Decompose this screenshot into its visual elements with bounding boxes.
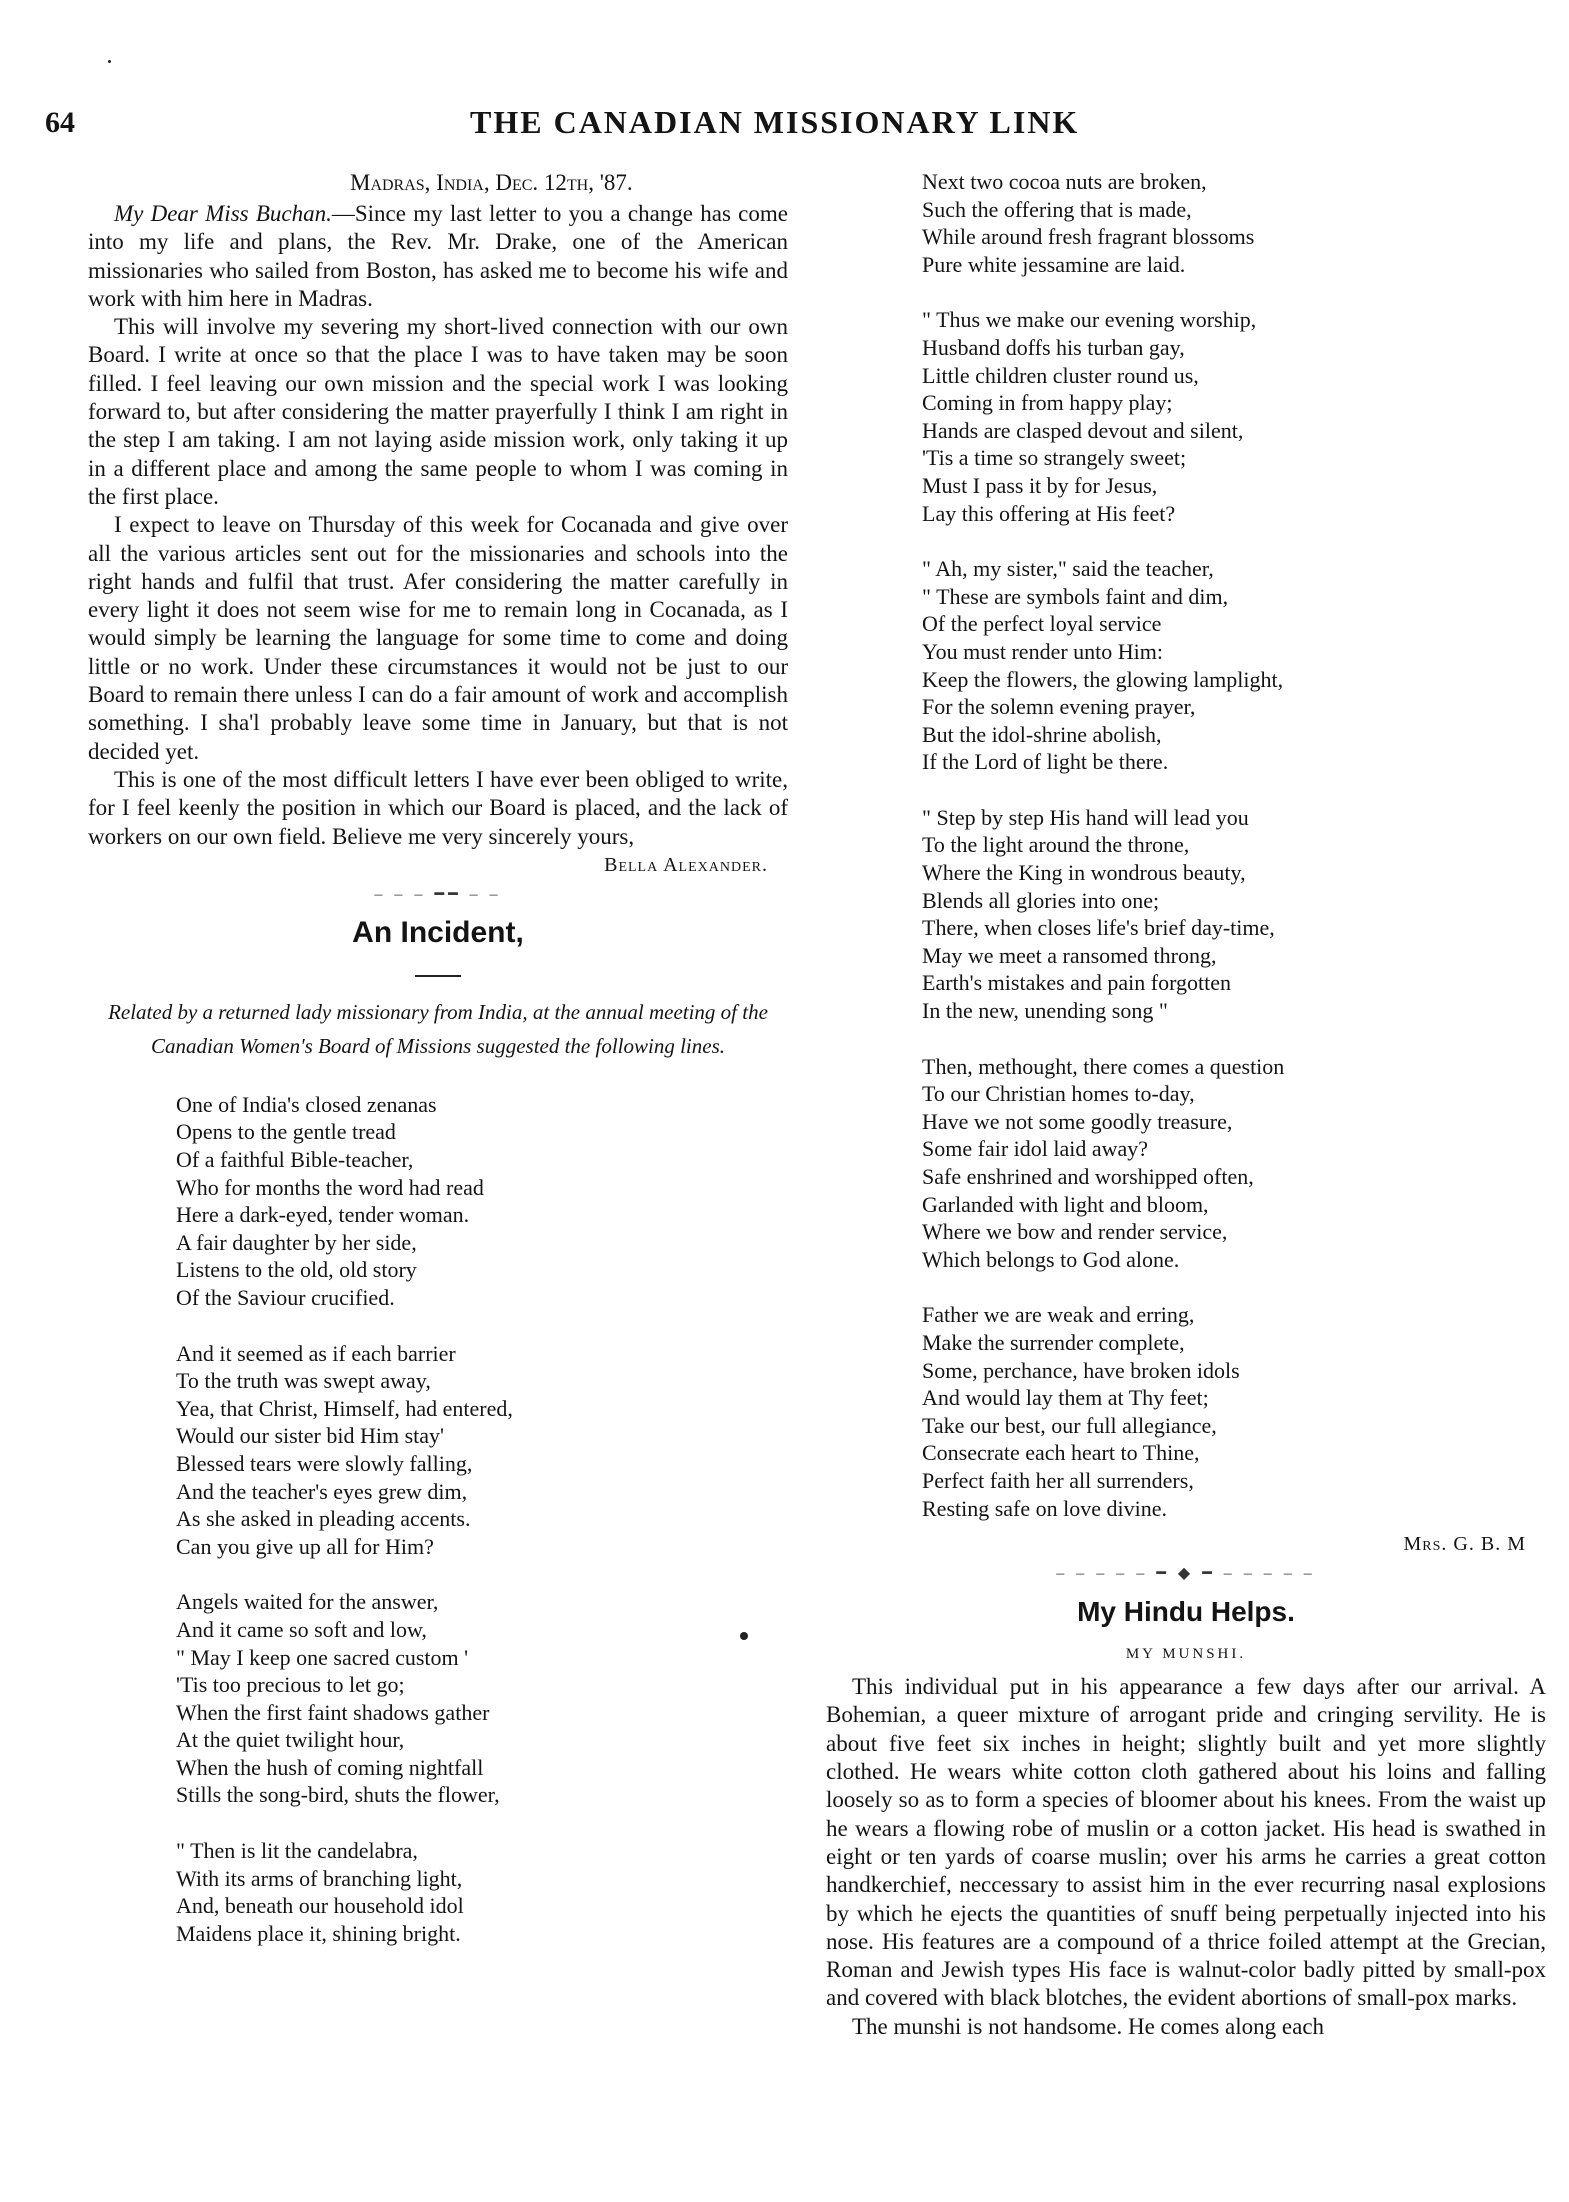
title-rule (415, 975, 461, 977)
poem-line: Coming in from happy play; (922, 390, 1173, 416)
poem-line: Garlanded with light and bloom, (922, 1191, 1209, 1217)
incident-title: An Incident, (352, 915, 524, 949)
poem-line: Husband doffs his turban gay, (922, 334, 1185, 360)
poem-line: Some, perchance, have broken idols (922, 1357, 1240, 1383)
poem-stanza (176, 1588, 788, 1809)
poem-stanza (176, 1340, 788, 1561)
poem-left-stanzas (88, 1091, 788, 1948)
poem-right-stanzas (826, 168, 1546, 1522)
poem-line: And it came so soft and low, (176, 1616, 427, 1642)
incident-intro: Related by a returned lady missionary from India, at the annual meeting of the Canadian Women's Board of Missions suggested the following lines. (108, 999, 768, 1058)
page-number: 64 (45, 106, 75, 139)
letter-salutation: My Dear Miss Buchan. (114, 201, 332, 226)
poem-line: Blends all glories into one; (922, 887, 1160, 913)
poem-line: And, beneath our household idol (176, 1893, 464, 1919)
poem-line: Stills the song-bird, shuts the flower, (176, 1782, 500, 1808)
poem-line: Listens to the old, old story (176, 1257, 417, 1283)
letter-paragraph-4: This is one of the most difficult letters I have ever been obliged to write, for I feel keenly the position in which our Board is placed, and the lack of workers on our own field. Believe me very sincerely yours, (88, 766, 788, 849)
poem-signature: Mrs. G. B. M (1403, 1533, 1526, 1556)
letter-paragraph-1-text: —Since my last letter to you a change has come into my life and plans, the Rev. Mr. Drake, one of the American missionaries who sailed from Boston, has asked me to become his wife and work with him here in Madras. (88, 201, 788, 311)
poem-line: If the Lord of light be there. (922, 749, 1169, 775)
poem-line: At the quiet twilight hour, (176, 1727, 405, 1753)
poem-line: While around fresh fragrant blossoms (922, 224, 1255, 250)
letter-paragraph-2: This will involve my severing my short-lived connection with our own Board. I write at once so that the place I was to have taken may be soon filled. I feel leaving our own mission and the special work I was looking forward to, but after considering the matter prayerfully I think I am right in the step I am taking. I am not laying aside mission work, only taking it up in a different place and among the same people to whom I was coming in the first place. (88, 314, 788, 509)
hindu-helps-title: My Hindu Helps. (1077, 1596, 1295, 1628)
poem-line: Consecrate each heart to Thine, (922, 1440, 1200, 1466)
poem-line: Some fair idol laid away? (922, 1136, 1149, 1162)
poem-stanza (922, 555, 1546, 776)
poem-line: Pure white jessamine are laid. (922, 251, 1186, 277)
poem-line: 'Tis too precious to let go; (176, 1672, 405, 1698)
poem-line: To the light around the throne, (922, 832, 1190, 858)
poem-line: And the teacher's eyes grew dim, (176, 1478, 468, 1504)
poem-line: You must render unto Him: (922, 638, 1163, 664)
poem-line: Resting safe on love divine. (922, 1495, 1168, 1521)
letter-signature: Bella Alexander. (604, 853, 768, 876)
poem-line: Next two cocoa nuts are broken, (922, 169, 1207, 194)
poem-stanza (922, 1301, 1546, 1522)
poem-line: Little children cluster round us, (922, 362, 1199, 388)
poem-line: " Then is lit the candelabra, (176, 1838, 418, 1864)
poem-line: " These are symbols faint and dim, (922, 583, 1229, 609)
poem-line: To the truth was swept away, (176, 1368, 431, 1394)
poem-line: 'Tis a time so strangely sweet; (922, 445, 1187, 471)
poem-line: Earth's mistakes and pain forgotten (922, 970, 1232, 996)
poem-line: Such the offering that is made, (922, 196, 1192, 222)
poem-line: And it seemed as if each barrier (176, 1340, 456, 1366)
poem-line: Lay this offering at His feet? (922, 500, 1176, 526)
poem-line: Must I pass it by for Jesus, (922, 472, 1158, 498)
poem-line: A fair daughter by her side, (176, 1229, 417, 1255)
poem-line: Can you give up all for Him? (176, 1533, 434, 1559)
poem-stanza (922, 804, 1546, 1025)
poem-line: As she asked in pleading accents. (176, 1506, 471, 1532)
hindu-subheading: MY MUNSHI. (1125, 1646, 1247, 1663)
poem-line: Hands are clasped devout and silent, (922, 417, 1244, 443)
poem-line: Take our best, our full allegiance, (922, 1412, 1217, 1438)
poem-line: Safe enshrined and worshipped often, (922, 1164, 1254, 1189)
poem-line: There, when closes life's brief day-time, (922, 915, 1275, 941)
poem-line: But the idol-shrine abolish, (922, 721, 1162, 747)
poem-stanza (176, 1091, 788, 1312)
poem-line: Of the perfect loyal service (922, 611, 1162, 637)
poem-line: When the hush of coming nightfall (176, 1754, 484, 1780)
poem-line: To our Christian homes to-day, (922, 1081, 1195, 1107)
running-header-title: THE CANADIAN MISSIONARY LINK (470, 104, 1080, 140)
poem-stanza (922, 1053, 1546, 1274)
poem-line: Keep the flowers, the glowing lamplight, (922, 666, 1284, 692)
poem-line: Then, methought, there comes a question (922, 1053, 1285, 1079)
poem-line: May we meet a ransomed throng, (922, 942, 1217, 968)
section-divider-ornament-2: ‒ ‒ ‒ ‒ ‒ ━ ◆ ━ ‒ ‒ ‒ ‒ ‒ (1056, 1565, 1316, 1583)
letter-paragraph-3: I expect to leave on Thursday of this week for Cocanada and give over all the various articles sent out for the missionaries and schools into the right hands and fulfil that trust. Afer considering the matter carefully in every light it does not seem wise for me to remain long in Cocanada, as I would simply be learning the language for some time to come and doing little or no work. Under these circumstances it would not be just to our Board to remain there unless I can do a fair amount of work and accomplish something. I sha'l probably leave some time in January, but that is not decided yet. (88, 512, 788, 764)
poem-line: Which belongs to God alone. (922, 1246, 1180, 1272)
poem-line: " May I keep one sacred custom ' (176, 1644, 469, 1670)
poem-line: Who for months the word had read (176, 1174, 484, 1200)
poem-line: " Ah, my sister," said the teacher, (922, 556, 1214, 582)
poem-line: Father we are weak and erring, (922, 1302, 1195, 1328)
poem-line: Perfect faith her all surrenders, (922, 1467, 1194, 1493)
poem-line: " Thus we make our evening worship, (922, 307, 1257, 333)
poem-line: One of India's closed zenanas (176, 1091, 437, 1117)
letter-paragraph-1 (88, 200, 788, 313)
poem-line: Maidens place it, shining bright. (176, 1920, 461, 1946)
poem-line: Would our sister bid Him stay' (176, 1423, 445, 1449)
hindu-paragraph-2: The munshi is not handsome. He comes along each (852, 2013, 1325, 2039)
hindu-paragraph-1: This individual put in his appearance a few days after our arrival. A Bohemian, a queer mixture of arrogant pride and cringing servility. He is about five feet six inches in height; slightly built and yet more slightly clothed. He wears white cotton cloth gathered about his loins and falling loosely so as to form a species of bloomer about his knees. From the waist up he wears a flowing robe of muslin or a cotton jacket. His head is swathed in eight or ten yards of coarse muslin; over his arms he carries a great cotton handkerchief, neccessary to assist him in the ever recurring nasal explosions by which he ejects the quantities of snuff being perpetually injected into his nose. His features are a compound of a thrice foiled attempt at the Grecian, Roman and Jewish types His face is walnut-color badly pitted by small-pox and covered with black blotches, the evident abortions of small-pox marks. (826, 1674, 1546, 2011)
poem-line: For the solemn evening prayer, (922, 694, 1196, 720)
poem-line: In the new, unending song " (922, 998, 1168, 1024)
poem-line: Yea, that Christ, Himself, had entered, (176, 1395, 513, 1421)
poem-line: Make the surrender complete, (922, 1329, 1185, 1355)
right-column (826, 168, 1546, 2041)
poem-line: Angels waited for the answer, (176, 1589, 439, 1615)
poem-line: Have we not some goodly treasure, (922, 1108, 1233, 1134)
poem-line: " Step by step His hand will lead you (922, 804, 1249, 830)
poem-line: Where the King in wondrous beauty, (922, 860, 1246, 886)
poem-line: Of a faithful Bible-teacher, (176, 1147, 414, 1173)
letter-dateline: Madras, India, Dec. 12th, '87. (350, 170, 633, 195)
print-bullet-mark (740, 1632, 748, 1640)
poem-stanza (176, 1837, 788, 1947)
poem-line: Of the Saviour crucified. (176, 1284, 395, 1310)
poem-line: When the first faint shadows gather (176, 1699, 490, 1725)
poem-line: Here a dark-eyed, tender woman. (176, 1202, 470, 1228)
poem-line: Opens to the gentle tread (176, 1119, 396, 1145)
poem-line: Blessed tears were slowly falling, (176, 1450, 473, 1476)
left-column (88, 168, 788, 1975)
poem-stanza (922, 168, 1546, 278)
poem-stanza (922, 306, 1546, 527)
poem-line: Where we bow and render service, (922, 1219, 1228, 1245)
poem-line: And would lay them at Thy feet; (922, 1385, 1209, 1411)
section-divider-ornament: ‒ ‒ ‒ ━━ ‒ ‒ (374, 885, 502, 903)
print-speck (108, 60, 111, 63)
poem-line: With its arms of branching light, (176, 1865, 463, 1891)
